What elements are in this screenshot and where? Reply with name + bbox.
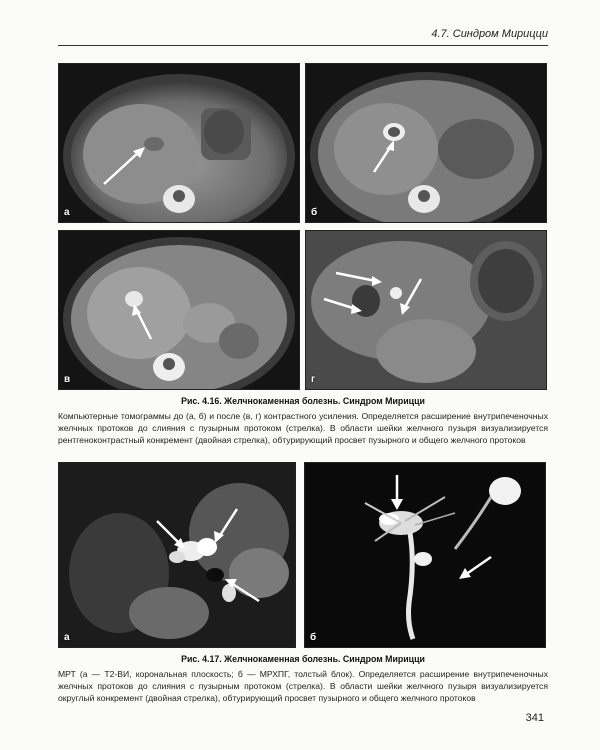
panel-letter: б bbox=[310, 632, 317, 643]
panel-letter: а bbox=[64, 632, 70, 643]
mri-panel-b bbox=[304, 462, 546, 648]
mri-panel-a bbox=[58, 462, 296, 648]
panel-letter: г bbox=[311, 374, 316, 385]
ct-image-b bbox=[306, 64, 546, 222]
ct-image-v bbox=[59, 231, 299, 389]
panel-letter: в bbox=[64, 374, 71, 385]
ct-image-g bbox=[306, 231, 546, 389]
figure-417-caption: МРТ (а — Т2-ВИ, корональная плоскость; б — МРХПГ, толстый блок). Определяется расширение внутрипеченочных желчных протоков до слияния с пузырным протоком (стрелка). В области шейки желчного пузыря визуализируется округлый конкремент (двойная стрелка), обтурирующий просвет пузырного и общего желчного протоков bbox=[58, 669, 548, 703]
ct-panel-b bbox=[305, 63, 547, 223]
figure-417-title: Рис. 4.17. Желчнокаменная болезнь. Синдром Мирицци bbox=[181, 654, 425, 664]
mri-image-a bbox=[59, 463, 295, 647]
ct-panel-g bbox=[305, 230, 547, 390]
ct-image-a bbox=[59, 64, 299, 222]
panel-letter: а bbox=[64, 207, 70, 218]
figure-416-title: Рис. 4.16. Желчнокаменная болезнь. Синдром Мирицци bbox=[181, 396, 425, 406]
running-head: 4.7. Синдром Мирицци bbox=[431, 28, 548, 40]
panel-letter: б bbox=[311, 207, 318, 218]
page-number: 341 bbox=[525, 712, 544, 724]
header-rule bbox=[58, 45, 548, 46]
figure-416-caption: Компьютерные томограммы до (а, б) и после (в, г) контрастного усиления. Определяется расширение внутрипеченочных желчных протоков до слияния с пузырным протоком (стрелка). В области шейки желчного пузыря визуализируется рентгеноконтрастный конкремент (двойная стрелка), обтурирующий просвет пузырного и общего желчного протоков bbox=[58, 411, 548, 445]
ct-panel-v bbox=[58, 230, 300, 390]
mri-image-b bbox=[305, 463, 545, 647]
ct-panel-a bbox=[58, 63, 300, 223]
